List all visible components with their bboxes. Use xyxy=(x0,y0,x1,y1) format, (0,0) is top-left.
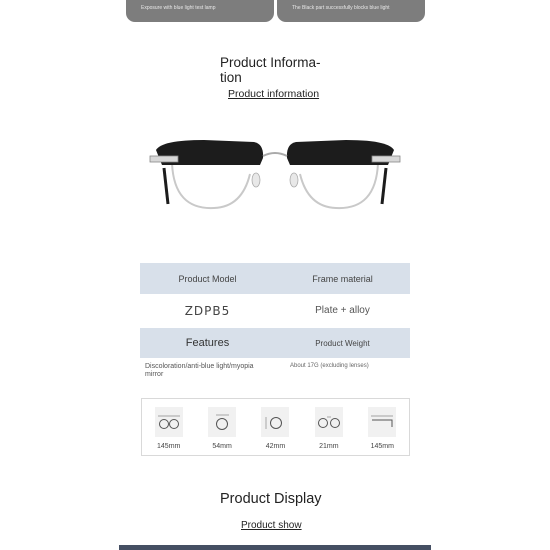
lens-width-value: 54mm xyxy=(212,443,232,450)
lens-height-value: 42mm xyxy=(265,443,286,450)
blue-light-test-caption: Exposure with blue light test lamp xyxy=(141,5,216,11)
blue-light-block-caption: The Black part successfully blocks blue light xyxy=(292,5,390,11)
blue-light-block-card xyxy=(277,0,425,22)
product-information-title: Product Informa- tion xyxy=(220,55,321,85)
spec-value-row xyxy=(140,295,410,326)
product-display-title: Product Display xyxy=(220,491,322,507)
dimension-item xyxy=(147,407,191,455)
product-display-subtitle: Product show xyxy=(241,520,302,531)
eyeglasses-icon xyxy=(134,118,416,226)
frame-width-value: 145mm xyxy=(157,443,181,450)
features-label: Features xyxy=(185,337,230,349)
temple-length-icon xyxy=(368,407,396,437)
dimension-item xyxy=(253,407,297,455)
product-model-label: Product Model xyxy=(178,273,237,284)
spec-header-row xyxy=(140,263,410,294)
dimension-item xyxy=(360,407,404,455)
frame-material-value: Plate + alloy xyxy=(315,305,370,316)
bridge-width-icon xyxy=(315,407,343,437)
dimensions-panel xyxy=(141,398,410,456)
spec-header-row-2 xyxy=(140,328,410,358)
lens-height-icon xyxy=(261,407,289,437)
product-model-value: ZDPB5 xyxy=(184,303,231,318)
frame-width-icon xyxy=(155,407,183,437)
features-value: Discoloration/anti-blue light/myopia mirror xyxy=(145,363,254,378)
dimension-item xyxy=(307,407,351,455)
spec-value-row-2 xyxy=(140,363,410,391)
frame-material-label: Frame material xyxy=(312,273,373,284)
bridge-width-value: 21mm xyxy=(319,443,339,450)
lens-width-icon xyxy=(208,407,236,437)
temple-length-value: 145mm xyxy=(370,443,394,450)
product-weight-label: Product Weight xyxy=(315,338,370,348)
product-weight-value: About 17G (excluding lenses) xyxy=(290,363,369,369)
blue-light-test-card xyxy=(126,0,274,22)
product-information-subtitle: Product information xyxy=(228,88,320,100)
dimension-item xyxy=(200,407,244,455)
product-show-banner xyxy=(119,545,431,550)
